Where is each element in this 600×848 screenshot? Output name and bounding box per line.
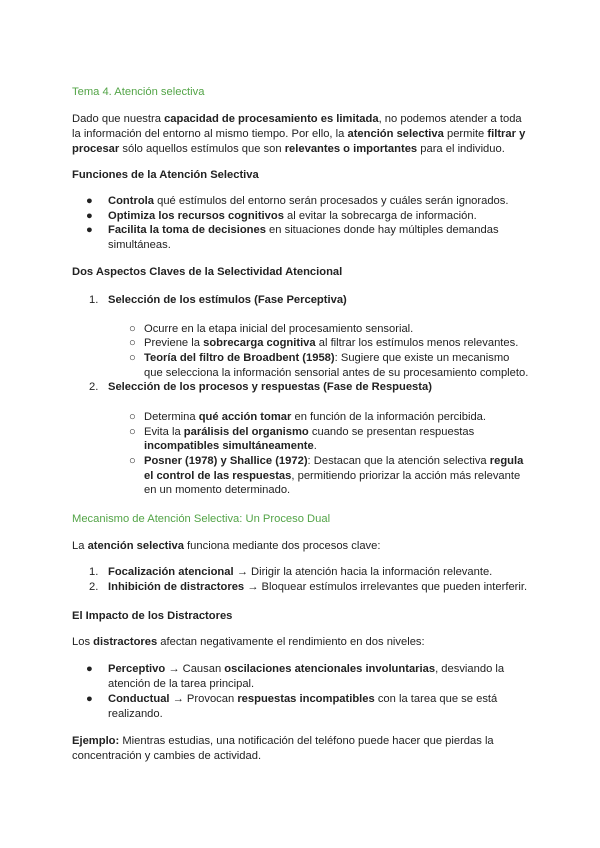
list-item: Facilita la toma de decisiones en situaciones donde hay múltiples demandas	[108, 224, 499, 236]
section-heading-funciones: Funciones de la Atención Selectiva	[72, 169, 259, 181]
intro-line-2: la información del entorno al mismo tiempo. Por ello, la atención selectiva permite filtrar y	[72, 128, 526, 140]
bullet-icon: ●	[86, 195, 93, 207]
list-item-heading: Selección de los procesos y respuestas (Fase de Respuesta)	[108, 381, 432, 393]
sublist-item: Determina qué acción tomar en función de la información percibida.	[144, 411, 487, 423]
circle-bullet-icon: ○	[129, 352, 136, 364]
list-item-continued: realizando.	[108, 708, 163, 720]
sublist-item-continued: el control de las respuestas, permitiendo priorizar la acción más relevante	[144, 470, 521, 482]
bullet-icon: ●	[86, 663, 93, 675]
section-heading-impacto: El Impacto de los Distractores	[72, 610, 233, 622]
section-heading-mecanismo: Mecanismo de Atención Selectiva: Un Proceso Dual	[72, 513, 331, 525]
intro-line-1: Dado que nuestra capacidad de procesamiento es limitada, no podemos atender a toda	[72, 113, 522, 125]
intro-line-3: procesar sólo aquellos estímulos que son relevantes o importantes para el individuo.	[72, 143, 505, 155]
sublist-item: Teoría del filtro de Broadbent (1958): Sugiere que existe un mecanismo	[144, 352, 510, 364]
list-item: Focalización atencional → Dirigir la atención hacia la información relevante.	[108, 566, 493, 578]
sublist-item-continued: que selecciona la información sensorial antes de su procesamiento completo.	[144, 367, 529, 379]
page-title: Tema 4. Atención selectiva	[72, 86, 205, 98]
sublist-item: Evita la parálisis del organismo cuando se presentan respuestas	[144, 426, 475, 438]
paragraph: Los distractores afectan negativamente el rendimiento en dos niveles:	[72, 636, 425, 648]
circle-bullet-icon: ○	[129, 323, 136, 335]
example-line-2: concentración y cambies de actividad.	[72, 750, 262, 762]
list-item: Perceptivo → Causan oscilaciones atencionales involuntarias, desviando la	[108, 663, 505, 675]
sublist-item: Ocurre en la etapa inicial del procesamiento sensorial.	[144, 323, 414, 335]
circle-bullet-icon: ○	[129, 455, 136, 467]
sublist-item: Previene la sobrecarga cognitiva al filtrar los estímulos menos relevantes.	[144, 337, 519, 349]
list-number: 2.	[89, 581, 99, 593]
circle-bullet-icon: ○	[129, 411, 136, 423]
list-item-continued: atención de la tarea principal.	[108, 678, 255, 690]
paragraph: La atención selectiva funciona mediante dos procesos clave:	[72, 540, 381, 552]
sublist-item-continued: en un momento determinado.	[144, 484, 291, 496]
list-item: Conductual → Provocan respuestas incompatibles con la tarea que se está	[108, 693, 498, 705]
bullet-icon: ●	[86, 224, 93, 236]
list-item-heading: Selección de los estímulos (Fase Perceptiva)	[108, 294, 347, 306]
bullet-icon: ●	[86, 210, 93, 222]
sublist-item-continued: incompatibles simultáneamente.	[144, 440, 317, 452]
list-item: Controla qué estímulos del entorno serán procesados y cuáles serán ignorados.	[108, 195, 509, 207]
list-item-continued: simultáneas.	[108, 239, 171, 251]
circle-bullet-icon: ○	[129, 426, 136, 438]
sublist-item: Posner (1978) y Shallice (1972): Destacan que la atención selectiva regula	[144, 455, 524, 467]
list-number: 1.	[89, 294, 99, 306]
example-line-1: Ejemplo: Mientras estudias, una notificación del teléfono puede hacer que pierdas la	[72, 735, 494, 747]
section-heading-aspectos: Dos Aspectos Claves de la Selectividad Atencional	[72, 266, 343, 278]
list-item: Optimiza los recursos cognitivos al evitar la sobrecarga de información.	[108, 210, 477, 222]
list-number: 2.	[89, 381, 99, 393]
list-item: Inhibición de distractores → Bloquear estímulos irrelevantes que pueden interferir.	[108, 581, 528, 593]
bullet-icon: ●	[86, 693, 93, 705]
circle-bullet-icon: ○	[129, 337, 136, 349]
list-number: 1.	[89, 566, 99, 578]
